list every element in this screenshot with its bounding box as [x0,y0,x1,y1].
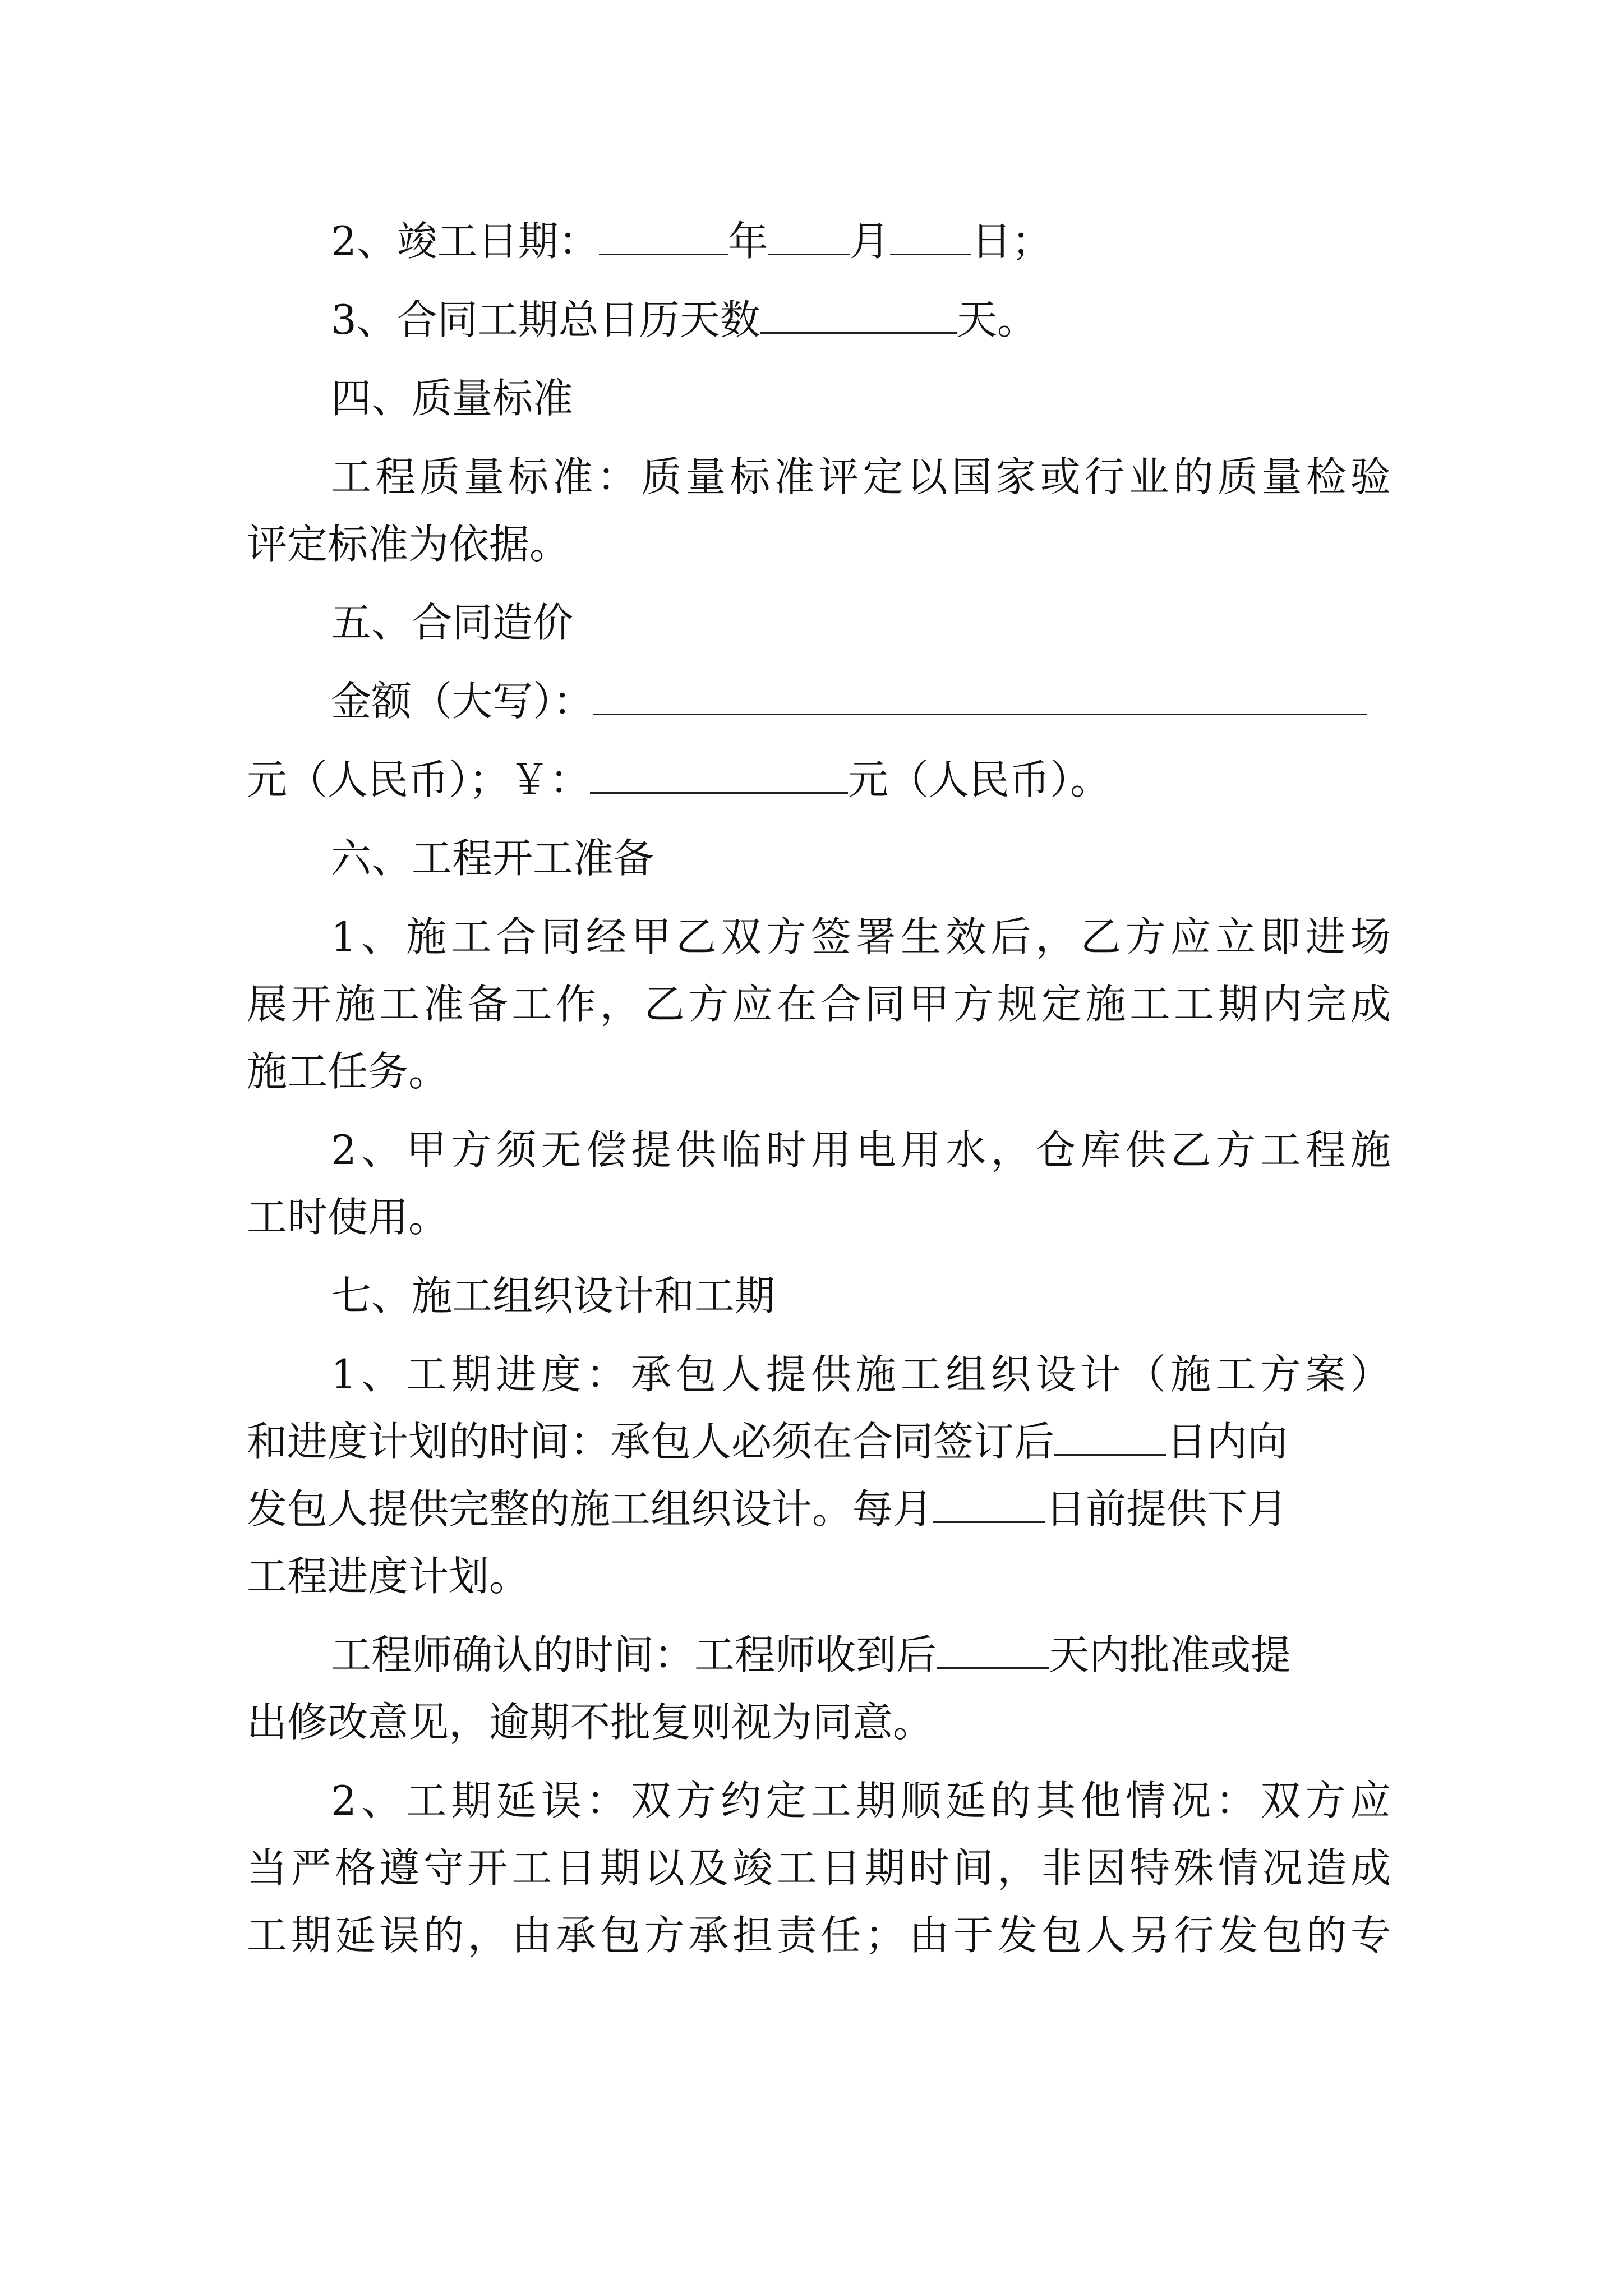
line-char: 于 [953,1912,994,1959]
line-text: 元（人民币）；￥： [247,756,591,803]
line-char: 另 [1129,1912,1170,1959]
completion-date-line [247,208,1391,275]
line-char: 包 [600,1912,640,1959]
line-char: 期 [451,1777,492,1824]
line-char: 程 [375,453,416,500]
line-char: 方 [451,1126,492,1174]
line-char: 乙 [644,981,685,1028]
line-char: 无 [541,1126,582,1174]
line-char: ： [597,453,638,500]
line-char: 承 [631,1351,672,1398]
line-char: 定 [1041,981,1082,1028]
line-char: 况 [1170,1777,1211,1824]
line-char: 即 [1260,913,1301,960]
line-char: 方 [1215,1126,1256,1174]
line-text: 2、竣工日期： [331,218,599,265]
line-char: 工 [901,1351,942,1398]
line-char: 场 [1350,913,1391,960]
line-char: 施 [1350,1126,1391,1174]
monthly-plan-line [247,1475,1391,1543]
line-char: 的 [1173,453,1214,500]
line-char: 须 [496,1126,537,1174]
paragraph-line: 评定标准为依据。 [247,521,570,568]
line-char: 方 [953,981,994,1028]
line-char: 承 [556,1912,597,1959]
line-char: 质 [1217,453,1258,500]
line-char: 特 [1129,1844,1170,1892]
line-char: 标 [508,453,549,500]
line-char: ， [467,1912,508,1959]
line-char: 期 [291,1912,331,1959]
amount-words-line [247,668,1391,735]
line-char: 准 [774,453,815,500]
line-char: 及 [688,1844,729,1892]
line-char: 工 [1174,981,1215,1028]
line-char: 期 [1218,981,1258,1028]
day-blank[interactable] [890,219,971,255]
line-char: 签 [810,913,851,960]
line-char: 误 [379,1912,420,1959]
line-char: ： [585,1351,626,1398]
line-char: 规 [997,981,1038,1028]
line-char: 、 [361,1126,402,1174]
line-char: ， [990,1126,1031,1174]
line-char: 库 [1080,1126,1121,1174]
line-char: 1 [331,1351,357,1398]
line-char: 工 [511,1844,552,1892]
line-char: 偿 [585,1126,626,1174]
line-char: 工 [406,1777,447,1824]
line-char: 格 [335,1844,376,1892]
line-char: 时 [909,1844,949,1892]
line-char: ； [865,1912,906,1959]
line-char: 方 [1125,913,1166,960]
line-char: 日 [820,1844,861,1892]
line-char: 专 [1350,1912,1391,1959]
line-char: 由 [511,1912,552,1959]
line-char: 方 [644,1912,685,1959]
line-char: 由 [909,1912,949,1959]
line-char: 质 [641,453,682,500]
paragraph-line [247,1902,1391,1969]
line-char: 延 [946,1777,986,1824]
line-char: 遵 [379,1844,420,1892]
line-text: 日； [971,218,1052,265]
line-char: 发 [1218,1912,1258,1959]
line-char: 包 [1041,1912,1082,1959]
paragraph-line [247,1834,1391,1902]
approval-days-blank[interactable] [937,1632,1049,1669]
line-char: 成 [1350,1844,1391,1892]
line-char: 后 [990,913,1031,960]
line-char: 量 [1261,453,1302,500]
line-char: 承 [688,1912,729,1959]
line-char: 甲 [406,1126,447,1174]
total-days-blank[interactable] [760,297,957,334]
amount-figures-line [247,746,1391,813]
line-char: ， [997,1844,1038,1892]
line-char: 工 [331,453,372,500]
line-char: 延 [335,1912,376,1959]
line-char: 水 [946,1126,986,1174]
line-char: 双 [631,1777,672,1824]
line-char: 的 [1306,1912,1347,1959]
section-heading-schedule: 七、施工组织设计和工期 [331,1272,776,1319]
line-char: 用 [901,1126,942,1174]
total-days-line [247,286,1391,353]
line-char: 方 [1260,1351,1301,1398]
line-char: ： [585,1777,626,1824]
monthly-day-blank[interactable] [933,1487,1045,1523]
line-char: 工 [451,913,492,960]
line-char: 生 [901,913,942,960]
line-char: 度 [541,1351,582,1398]
line-char: 乙 [1080,913,1121,960]
paragraph-line [247,1341,1391,1408]
line-char: 包 [1262,1912,1303,1959]
line-char: 开 [291,981,331,1028]
line-char: 责 [776,1912,817,1959]
line-char: 任 [820,1912,861,1959]
line-char: 2 [331,1777,357,1824]
line-char: 家 [995,453,1036,500]
line-text: 金额（大写）： [331,678,594,725]
paragraph-line: 施工任务。 [247,1048,449,1095]
line-char: 设 [1035,1351,1076,1398]
line-char: ， [600,981,640,1028]
line-char: 顺 [901,1777,942,1824]
line-char: 计 [1080,1351,1121,1398]
line-char: 守 [423,1844,464,1892]
line-char: 临 [721,1126,762,1174]
line-char: 约 [721,1777,762,1824]
line-char: 同 [541,913,582,960]
line-text: 日前提供下月 [1045,1485,1288,1533]
line-char: 1 [331,913,357,960]
line-char: 同 [865,981,906,1028]
line-char: 当 [247,1844,288,1892]
line-char: 时 [766,1126,806,1174]
paragraph-line: 出修改意见，逾期不批复则视为同意。 [247,1699,934,1746]
paragraph-line [247,970,1391,1038]
line-char: 以 [644,1844,685,1892]
plan-time-line [247,1408,1391,1475]
section-heading-quality: 四、质量标准 [331,375,574,422]
line-char: 担 [732,1912,773,1959]
paragraph-line [247,1767,1391,1834]
line-char: 供 [676,1126,717,1174]
line-char: 工 [406,1351,447,1398]
line-char: 殊 [1174,1844,1215,1892]
line-char: 其 [1035,1777,1076,1824]
paragraph-line: 工程进度计划。 [247,1553,530,1600]
line-char: 施 [1085,981,1126,1028]
line-text: 发包人提供完整的施工组织设计。每月 [247,1485,934,1533]
line-char: 方 [1305,1777,1346,1824]
line-char: 甲 [909,981,949,1028]
line-char: 工 [776,1844,817,1892]
line-char: 组 [946,1351,986,1398]
line-char: 开 [467,1844,508,1892]
line-char: 日 [556,1844,597,1892]
line-char: 延 [496,1777,537,1824]
paragraph-line [247,1116,1391,1184]
line-char: 、 [361,1351,402,1398]
line-char: 以 [907,453,948,500]
engineer-confirm-line [247,1621,1391,1688]
line-char: 包 [676,1351,717,1398]
line-char: 方 [688,981,729,1028]
line-char: 织 [990,1351,1031,1398]
line-char: 验 [1350,453,1391,500]
line-char: 应 [732,981,773,1028]
line-char: 人 [721,1351,762,1398]
line-text: 天内批准或提 [1049,1631,1292,1678]
line-char: 应 [1170,913,1211,960]
line-char: 因 [1085,1844,1126,1892]
line-char: 用 [810,1126,851,1174]
line-char: ： [1215,1777,1256,1824]
line-char: 仓 [1035,1126,1076,1174]
line-char: 、 [361,913,402,960]
line-char: 间 [953,1844,994,1892]
line-char: 期 [855,1777,896,1824]
line-text: 和进度计划的时间：承包人必须在合同签订后 [247,1418,1055,1465]
line-char: 经 [585,913,626,960]
line-char: 定 [766,1777,806,1824]
line-char: 展 [247,981,288,1028]
line-char: 施 [335,981,376,1028]
line-char: 双 [1260,1777,1301,1824]
line-char: 情 [1125,1777,1166,1824]
line-char: 双 [721,913,762,960]
line-char: 乙 [1170,1126,1211,1174]
line-char: 署 [855,913,896,960]
line-char: 方 [766,913,806,960]
line-char: 乙 [676,913,717,960]
line-char: 量 [685,453,726,500]
line-char: 备 [467,981,508,1028]
line-char: 2 [331,1126,357,1174]
line-char: 业 [1128,453,1169,500]
line-char: 施 [855,1351,896,1398]
paragraph-line: 工时使用。 [247,1194,449,1241]
line-char: 工 [1129,981,1170,1028]
line-char: 合 [820,981,861,1028]
line-char: 发 [997,1912,1038,1959]
line-char: 施 [406,913,447,960]
month-blank[interactable] [768,219,850,255]
paragraph-line [247,903,1391,970]
line-char: 行 [1084,453,1125,500]
line-char: （ [1125,1351,1166,1398]
line-char: 成 [1350,981,1391,1028]
line-char: 工 [1215,1351,1256,1398]
line-char: 国 [951,453,992,500]
line-char: 进 [496,1351,537,1398]
line-char: 合 [496,913,537,960]
line-char: 进 [1305,913,1346,960]
line-char: 情 [1218,1844,1258,1892]
line-char: 行 [1174,1912,1215,1959]
line-text: 元（人民币）。 [848,756,1111,803]
line-char: 人 [1085,1912,1126,1959]
line-char: 效 [946,913,986,960]
line-text: 3、合同工期总日历天数 [331,296,760,343]
line-char: 作 [556,981,597,1028]
line-char: 标 [730,453,771,500]
line-char: 、 [361,1777,402,1824]
line-text: 年 [727,218,768,265]
section-heading-preparation: 六、工程开工准备 [331,835,654,882]
line-char: 程 [1305,1126,1346,1174]
line-char: 期 [865,1844,906,1892]
line-char: 非 [1041,1844,1082,1892]
line-char: 竣 [732,1844,773,1892]
line-char: 或 [1040,453,1081,500]
line-char: 期 [451,1351,492,1398]
line-char: ） [1350,1351,1391,1398]
line-char: 提 [631,1126,672,1174]
line-char: 完 [1306,981,1347,1028]
line-char: 检 [1306,453,1347,500]
line-text: 日内向 [1166,1418,1288,1465]
days-after-signing-blank[interactable] [1054,1419,1166,1456]
amount-figures-blank[interactable] [590,757,848,794]
line-char: 量 [464,453,505,500]
line-char: 工 [810,1777,851,1824]
line-char: 误 [541,1777,582,1824]
line-char: 供 [810,1351,851,1398]
line-text: 天。 [956,296,1038,343]
section-heading-price: 五、合同造价 [331,599,574,646]
line-char: 内 [1262,981,1303,1028]
line-char: 工 [1260,1126,1301,1174]
line-char: 在 [776,981,817,1028]
line-char: 况 [1262,1844,1303,1892]
line-char: 施 [1170,1351,1211,1398]
line-char: 质 [419,453,460,500]
line-char: 准 [423,981,464,1028]
line-text: 月 [849,218,890,265]
line-char: ， [1035,913,1076,960]
line-char: 造 [1306,1844,1347,1892]
line-char: 的 [423,1912,464,1959]
paragraph-line [247,443,1391,510]
line-text: 工程师确认的时间：工程师收到后 [331,1631,937,1678]
line-char: 严 [291,1844,331,1892]
line-char: 准 [552,453,593,500]
line-char: 定 [863,453,903,500]
line-char: 供 [1125,1126,1166,1174]
line-char: 他 [1080,1777,1121,1824]
line-char: 评 [818,453,859,500]
year-blank[interactable] [599,219,728,255]
line-char: 电 [855,1126,896,1174]
line-char: 甲 [631,913,672,960]
line-char: 工 [511,981,552,1028]
line-char: 立 [1215,913,1256,960]
line-char: 提 [766,1351,806,1398]
line-char: 工 [247,1912,288,1959]
line-char: 的 [990,1777,1031,1824]
line-char: 应 [1350,1777,1391,1824]
amount-words-blank[interactable] [593,679,1367,715]
line-char: 案 [1305,1351,1346,1398]
line-char: 期 [600,1844,640,1892]
line-char: 方 [676,1777,717,1824]
line-char: 工 [379,981,420,1028]
